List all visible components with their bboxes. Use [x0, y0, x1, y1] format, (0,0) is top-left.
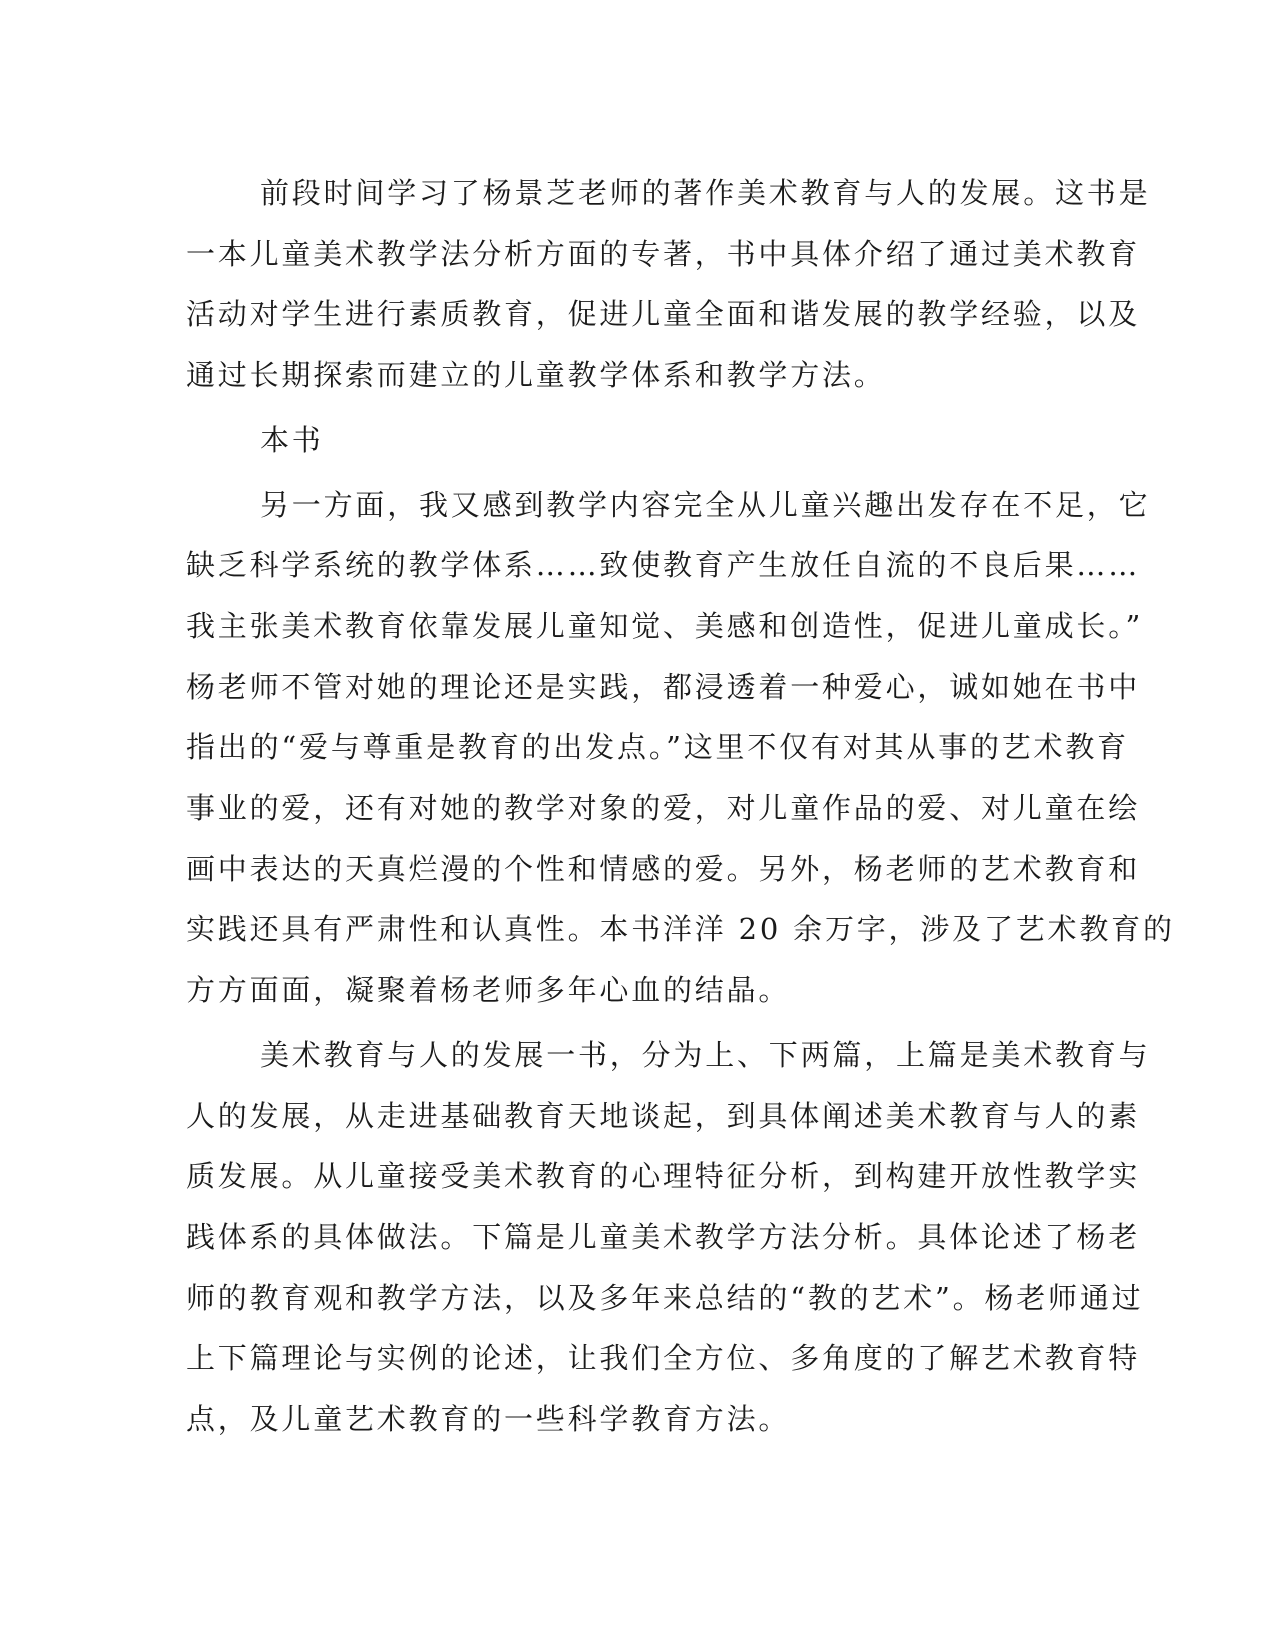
- text-line: 缺乏科学系统的教学体系……致使教育产生放任自流的不良后果……: [186, 548, 1141, 583]
- text-line: 本书: [260, 422, 324, 457]
- text-line: 指出的“爱与尊重是教育的出发点。”这里不仅有对其从事的艺术教育: [186, 730, 1129, 765]
- text-line: 师的教育观和教学方法，以及多年来总结的“教的艺术”。杨老师通过: [186, 1280, 1144, 1315]
- text-line: 践体系的具体做法。下篇是儿童美术教学方法分析。具体论述了杨老: [186, 1219, 1141, 1254]
- paragraph-1: [186, 163, 1151, 406]
- text-line: 上下篇理论与实例的论述，让我们全方位、多角度的了解艺术教育特: [186, 1341, 1141, 1376]
- text-line: 点，及儿童艺术教育的一些科学教育方法。: [186, 1402, 791, 1437]
- text-line: 实践还具有严肃性和认真性。本书洋洋 20 余万字，涉及了艺术教育的: [186, 912, 1175, 947]
- text-line: 美术教育与人的发展一书，分为上、下两篇，上篇是美术教育与: [260, 1037, 1151, 1072]
- text-line: 我主张美术教育依靠发展儿童知觉、美感和创造性，促进儿童成长。”: [186, 608, 1144, 643]
- text-line: 事业的爱，还有对她的教学对象的爱，对儿童作品的爱、对儿童在绘: [186, 791, 1141, 826]
- text-line: 通过长期探索而建立的儿童教学体系和教学方法。: [186, 358, 886, 393]
- text-line: 另一方面，我又感到教学内容完全从儿童兴趣出发存在不足，它: [260, 487, 1151, 522]
- document-body: [186, 163, 1175, 1454]
- text-line: 方方面面，凝聚着杨老师多年心血的结晶。: [186, 973, 791, 1008]
- text-line: 活动对学生进行素质教育，促进儿童全面和谐发展的教学经验，以及: [186, 297, 1141, 332]
- paragraph-4: [186, 1025, 1151, 1450]
- text-line: 质发展。从儿童接受美术教育的心理特征分析，到构建开放性教学实: [186, 1159, 1141, 1194]
- text-line: 前段时间学习了杨景芝老师的著作美术教育与人的发展。这书是: [260, 176, 1151, 210]
- paragraph-3: [186, 475, 1175, 1021]
- text-line: 一本儿童美术教学法分析方面的专著，书中具体介绍了通过美术教育: [186, 236, 1141, 271]
- text-line: 人的发展，从走进基础教育天地谈起，到具体阐述美术教育与人的素: [186, 1098, 1141, 1133]
- text-line: 杨老师不管对她的理论还是实践，都浸透着一种爱心，诚如她在书中: [186, 669, 1141, 704]
- text-line: 画中表达的天真烂漫的个性和情感的爱。另外，杨老师的艺术教育和: [186, 851, 1141, 886]
- paragraph-2: [186, 410, 1066, 471]
